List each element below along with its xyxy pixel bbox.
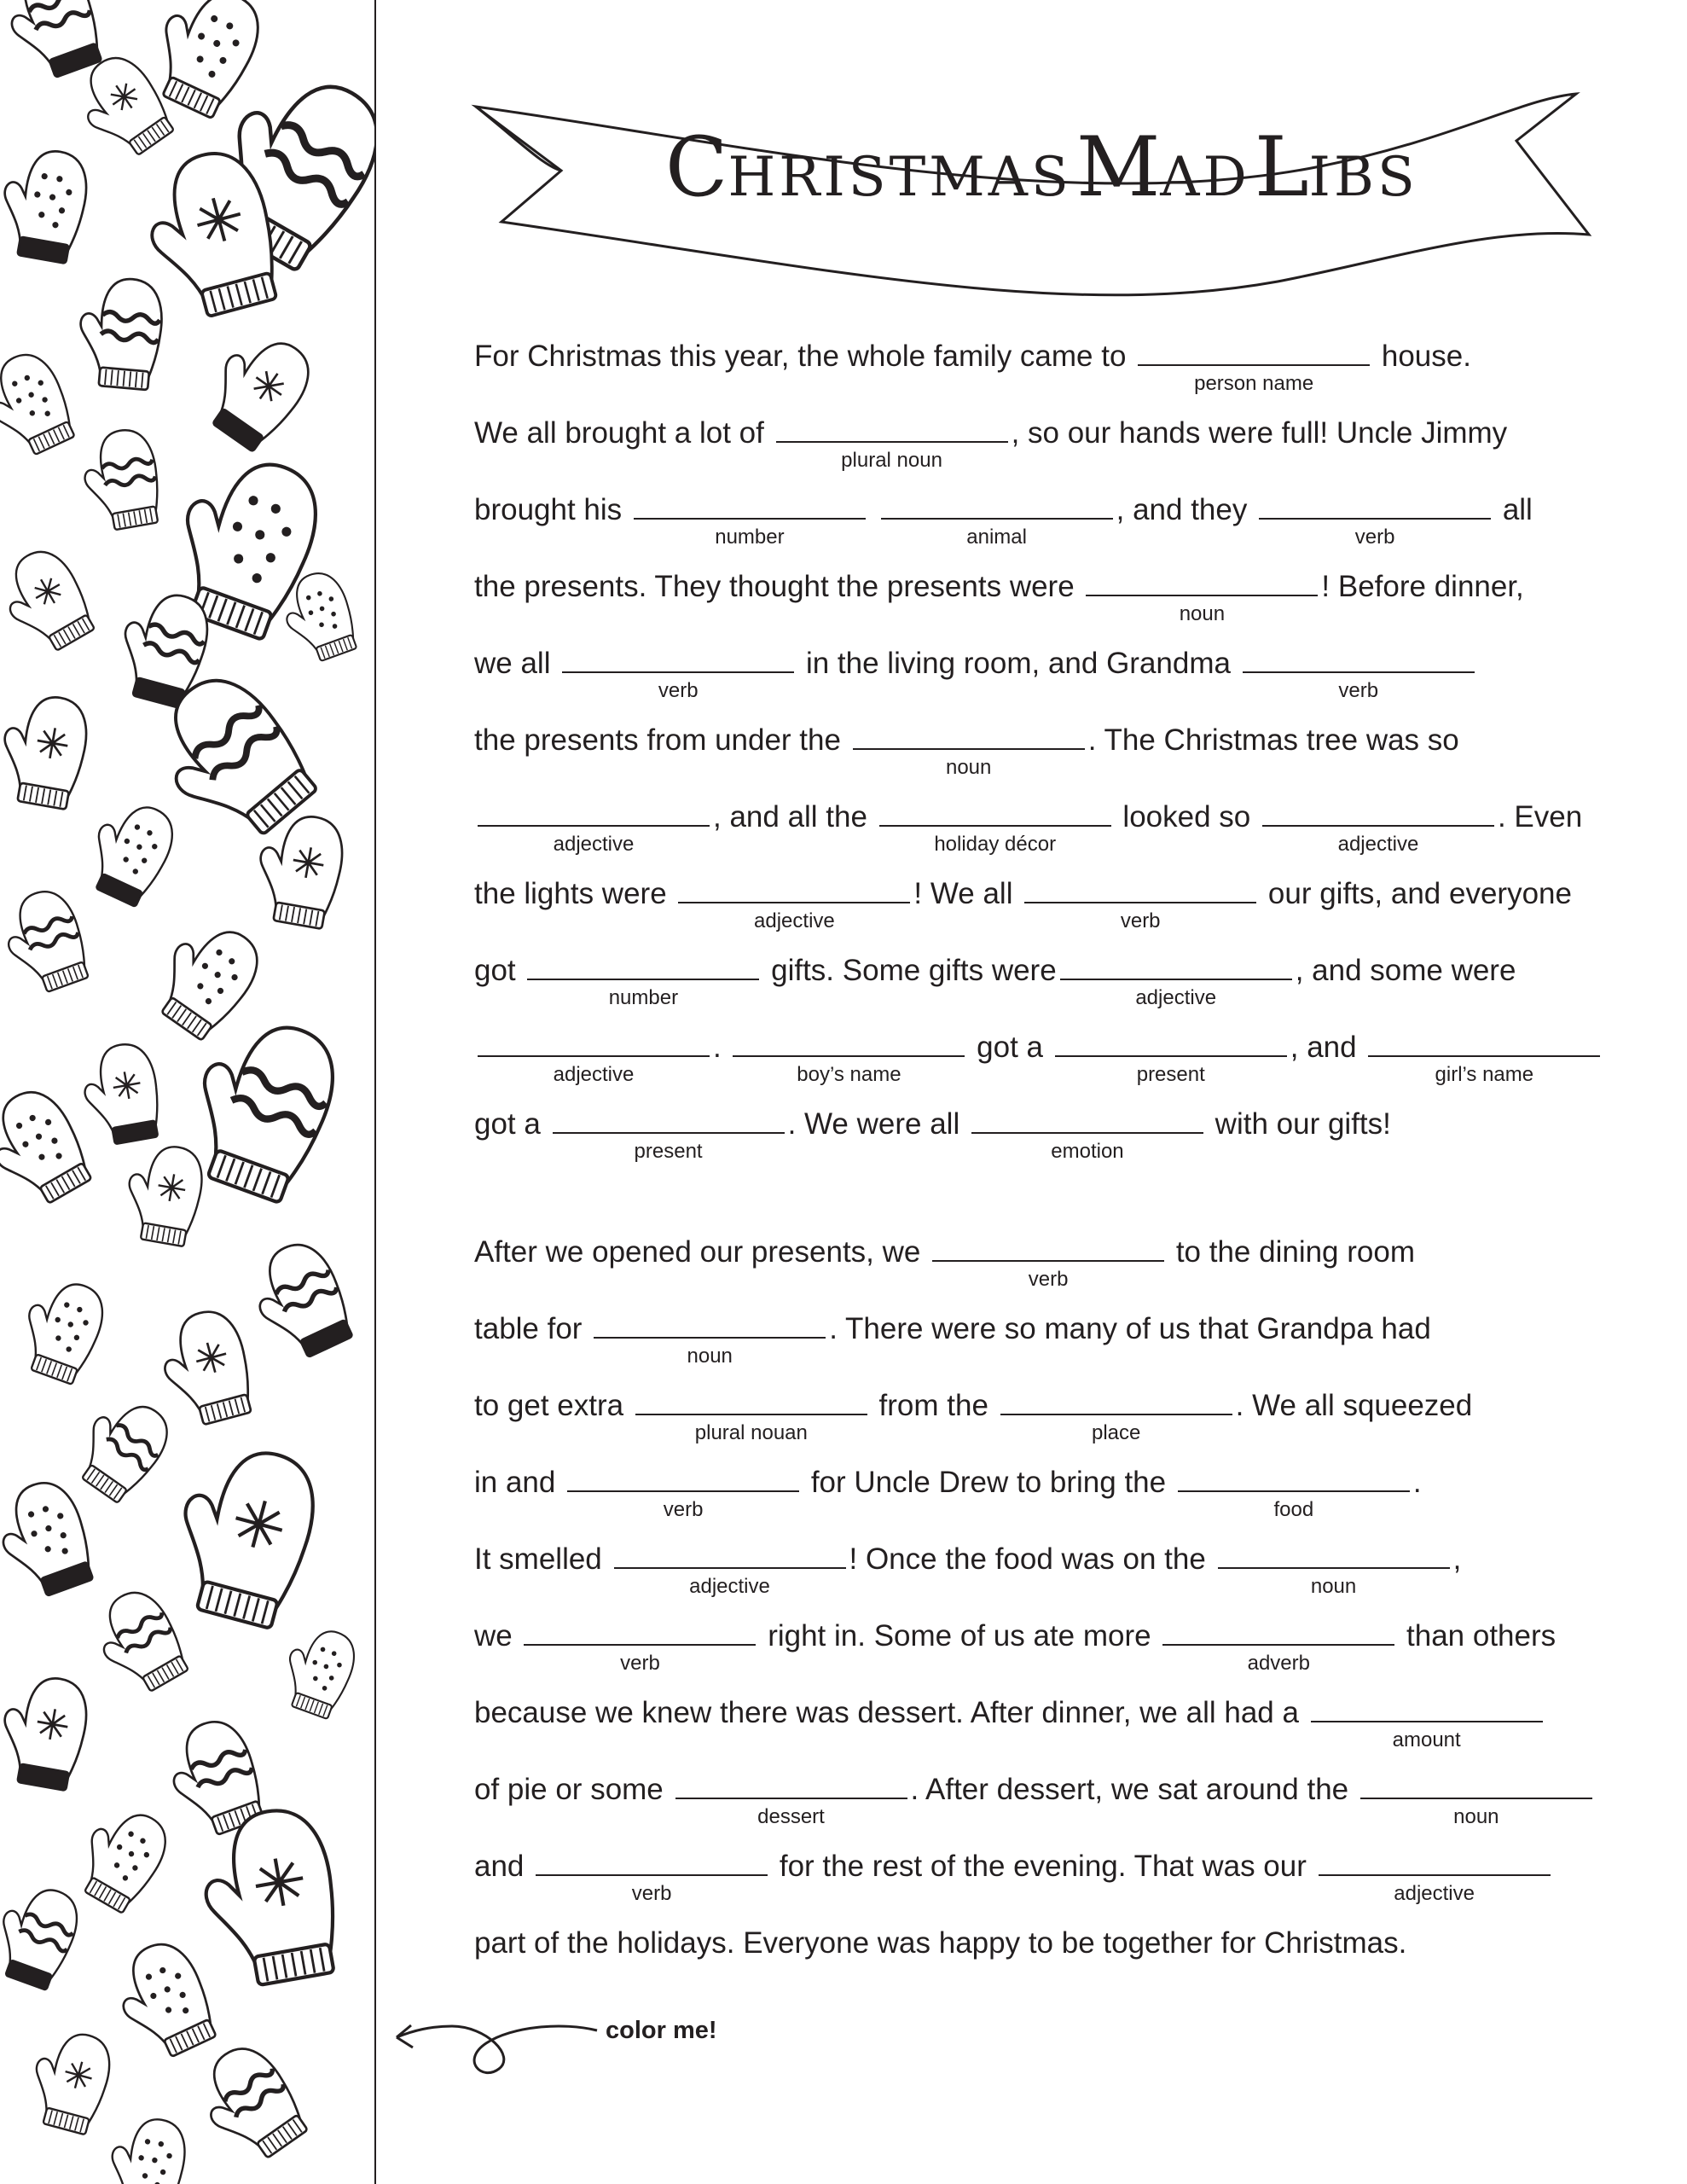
- story-text: .: [713, 1031, 730, 1064]
- blank-hint-label: verb: [1120, 909, 1161, 932]
- mitten-icon: [104, 1934, 223, 2067]
- story-line: [474, 1773, 1596, 1828]
- mitten-icon: [103, 2112, 190, 2184]
- blank-hint-label: noun: [945, 756, 992, 779]
- mitten-icon: [23, 2024, 117, 2136]
- fill-in-blank[interactable]: [1060, 955, 1292, 1009]
- mitten-icon: [84, 1583, 194, 1702]
- story-text: looked so: [1114, 800, 1259, 834]
- story-line: [474, 723, 1459, 779]
- story-text: our gifts, and everyone: [1260, 877, 1572, 910]
- color-me-label: color me!: [606, 2017, 717, 2044]
- blank-hint-label: dessert: [757, 1805, 825, 1828]
- story-line: [474, 1389, 1473, 1444]
- mitten-icon: [75, 275, 165, 391]
- mitten-pattern-illustration: [0, 0, 376, 2184]
- story-line: [474, 877, 1572, 932]
- fill-in-blank[interactable]: [879, 801, 1111, 856]
- blank-hint-label: noun: [687, 1345, 733, 1368]
- story-text: , and: [1290, 1031, 1365, 1064]
- story-line: [474, 570, 1524, 625]
- fill-in-blank[interactable]: [527, 955, 759, 1009]
- story-line: [474, 1466, 1422, 1521]
- fill-in-blank[interactable]: [881, 494, 1113, 549]
- mitten-icon: [0, 1670, 93, 1792]
- mitten-icon: [0, 1080, 99, 1215]
- fill-in-blank[interactable]: [1024, 878, 1256, 932]
- fill-in-blank[interactable]: [634, 494, 866, 549]
- story-text: table for: [474, 1312, 591, 1345]
- story-text: . After dessert, we sat around the: [910, 1773, 1357, 1806]
- story-text: we: [474, 1619, 521, 1653]
- title-initial-l: L: [1254, 119, 1309, 215]
- story-text: brought his: [474, 493, 630, 526]
- story-text: . Even: [1497, 800, 1583, 834]
- fill-in-blank[interactable]: [678, 878, 910, 932]
- mitten-icon: [162, 1436, 327, 1632]
- story-text: got a: [474, 1107, 549, 1141]
- mitten-icon: [11, 1271, 112, 1386]
- story-line: [474, 493, 1533, 549]
- blank-hint-label: verb: [1028, 1268, 1069, 1291]
- story-text: [869, 493, 878, 526]
- fill-in-blank[interactable]: [1138, 340, 1370, 395]
- mitten-icon: [0, 1877, 86, 1992]
- story-text: right in. Some of us ate more: [759, 1619, 1160, 1653]
- story-line: [474, 340, 1471, 395]
- fill-in-blank[interactable]: [971, 1108, 1203, 1163]
- blank-hint-label: amount: [1392, 1728, 1461, 1751]
- story-line: [474, 800, 1583, 856]
- blank-hint-label: noun: [1310, 1575, 1357, 1598]
- blank-hint-label: emotion: [1051, 1140, 1124, 1163]
- blank-hint-label: adjective: [1135, 986, 1217, 1009]
- mitten-icon: [78, 1040, 165, 1147]
- blank-hint-label: present: [1136, 1063, 1205, 1086]
- fill-in-blank[interactable]: [553, 1108, 785, 1163]
- fill-in-blank[interactable]: [594, 1313, 826, 1368]
- blank-hint-label: number: [608, 986, 679, 1009]
- mitten-icon: [275, 1620, 362, 1722]
- fill-in-blank[interactable]: [478, 801, 710, 856]
- story-text: , and all the: [713, 800, 876, 834]
- blank-hint-label: plural noun: [841, 449, 942, 472]
- blank-hint-label: adjective: [689, 1575, 770, 1598]
- blank-hint-label: noun: [1179, 602, 1226, 625]
- story-text: for Uncle Drew to bring the: [803, 1466, 1174, 1499]
- fill-in-blank[interactable]: [1262, 801, 1494, 856]
- blank-hint-label: number: [715, 526, 785, 549]
- story-text: to the dining room: [1168, 1235, 1415, 1269]
- story-text: got: [474, 954, 525, 987]
- story-text: ! Once the food was on the: [849, 1542, 1215, 1576]
- title-word-libs: IBS: [1308, 146, 1418, 209]
- story-text: .: [1412, 1466, 1422, 1499]
- story-line: [474, 1031, 1603, 1086]
- story-text: the presents from under the: [474, 723, 849, 757]
- story-text: gifts. Some gifts were: [762, 954, 1057, 987]
- story-text: house.: [1373, 340, 1471, 373]
- story-text: ! Before dinner,: [1321, 570, 1524, 603]
- story-text: the presents. They thought the presents were: [474, 570, 1083, 603]
- blank-hint-label: present: [634, 1140, 703, 1163]
- fill-in-blank[interactable]: [1218, 1543, 1450, 1598]
- story-text: ! We all: [913, 877, 1022, 910]
- story-text: . There were so many of us that Grandpa had: [829, 1312, 1431, 1345]
- fill-in-blank[interactable]: [536, 1850, 768, 1905]
- story-line: [474, 1235, 1415, 1291]
- blank-hint-label: adjective: [1337, 833, 1419, 856]
- fill-in-blank[interactable]: [1055, 1031, 1287, 1086]
- mitten-icon: [0, 689, 93, 810]
- story-text: , and some were: [1295, 954, 1516, 987]
- blank-hint-label: adverb: [1247, 1652, 1310, 1675]
- fill-in-blank[interactable]: [614, 1543, 846, 1598]
- blank-hint-label: adjective: [1394, 1882, 1475, 1905]
- story-line: [474, 647, 1478, 702]
- story-line: [474, 1696, 1546, 1751]
- story-line: [474, 1926, 1406, 1960]
- mitten-icon: [241, 1234, 360, 1368]
- blank-hint-label: holiday décor: [934, 833, 1057, 856]
- story-text: It smelled: [474, 1542, 611, 1576]
- fill-in-blank[interactable]: [635, 1390, 867, 1444]
- story-text: from the: [870, 1389, 997, 1422]
- fill-in-blank[interactable]: [478, 1031, 710, 1086]
- story-text: with our gifts!: [1206, 1107, 1391, 1141]
- story-text: all: [1494, 493, 1533, 526]
- strip-divider-line: [374, 0, 376, 2184]
- mitten-icon: [194, 321, 322, 456]
- fill-in-blank[interactable]: [1178, 1467, 1410, 1521]
- mitten-icon: [77, 792, 183, 909]
- story-text: to get extra: [474, 1389, 632, 1422]
- story-text: ,: [1452, 1542, 1462, 1576]
- story-text: , so our hands were full! Uncle Jimmy: [1011, 416, 1508, 450]
- fill-in-blank[interactable]: [675, 1774, 907, 1828]
- fill-in-blank[interactable]: [1311, 1697, 1543, 1751]
- blank-hint-label: verb: [620, 1652, 660, 1675]
- fill-in-blank[interactable]: [733, 1031, 965, 1086]
- story-text: the lights were: [474, 877, 675, 910]
- story-text: in the living room, and Grandma: [797, 647, 1239, 680]
- story-text: . We all squeezed: [1235, 1389, 1473, 1422]
- blank-hint-label: boy’s name: [797, 1063, 901, 1086]
- story-text: got a: [968, 1031, 1052, 1064]
- page-title: [665, 119, 1433, 215]
- mitten-icon: [142, 909, 271, 1045]
- arrow-icon: [384, 1988, 606, 2082]
- mitten-icon: [0, 346, 81, 463]
- blank-hint-label: girl’s name: [1435, 1063, 1534, 1086]
- story-text: of pie or some: [474, 1773, 672, 1806]
- title-initial-m: M: [1075, 119, 1161, 215]
- fill-in-blank[interactable]: [1259, 494, 1491, 549]
- blank-hint-label: verb: [631, 1882, 672, 1905]
- blank-hint-label: verb: [663, 1498, 704, 1521]
- fill-in-blank[interactable]: [1319, 1850, 1551, 1905]
- mitten-icon: [0, 143, 93, 264]
- story-line: [474, 1107, 1391, 1163]
- mitten-icon: [0, 1474, 101, 1604]
- story-text: for the rest of the evening. That was our: [771, 1850, 1315, 1883]
- blank-hint-label: adjective: [553, 1063, 635, 1086]
- story-line: [474, 954, 1516, 1009]
- blank-hint-label: person name: [1194, 372, 1314, 395]
- fill-in-blank[interactable]: [1086, 571, 1318, 625]
- blank-hint-label: verb: [658, 679, 699, 702]
- blank-hint-label: adjective: [553, 833, 635, 856]
- blank-hint-label: verb: [1338, 679, 1379, 702]
- mitten-icon: [153, 1304, 258, 1431]
- mitten-icon: [0, 542, 101, 661]
- story-line: [474, 1542, 1462, 1598]
- fill-in-blank[interactable]: [932, 1236, 1164, 1291]
- fill-in-blank[interactable]: [776, 417, 1008, 472]
- story-text: After we opened our presents, we: [474, 1235, 930, 1269]
- story-text: part of the holidays. Everyone was happy to be together for Christmas.: [474, 1926, 1407, 1960]
- fill-in-blank[interactable]: [562, 648, 794, 702]
- mitten-icon: [67, 1798, 177, 1917]
- story-line: [474, 416, 1508, 472]
- story-text: in and: [474, 1466, 565, 1499]
- story-line: [474, 1850, 1554, 1905]
- title-word-christmas: HRISTMAS: [728, 146, 1072, 209]
- mitten-icon: [78, 426, 165, 533]
- story-text: we all: [474, 647, 559, 680]
- story-line: [474, 1312, 1431, 1368]
- story-text: because we knew there was dessert. After dinner, we all had a: [474, 1696, 1307, 1729]
- story-text: For Christmas this year, the whole family came to: [474, 340, 1135, 373]
- story-text: than others: [1398, 1619, 1557, 1653]
- fill-in-blank[interactable]: [1360, 1774, 1592, 1828]
- story-text: , and they: [1116, 493, 1256, 526]
- blank-hint-label: food: [1273, 1498, 1314, 1521]
- fill-in-blank[interactable]: [1162, 1620, 1394, 1675]
- story-text: We all brought a lot of: [474, 416, 773, 450]
- blank-hint-label: noun: [1453, 1805, 1499, 1828]
- story-text: and: [474, 1850, 533, 1883]
- fill-in-blank[interactable]: [1243, 648, 1475, 702]
- fill-in-blank[interactable]: [1000, 1390, 1232, 1444]
- mitten-icon: [65, 1386, 179, 1507]
- fill-in-blank[interactable]: [567, 1467, 799, 1521]
- fill-in-blank[interactable]: [853, 724, 1085, 779]
- blank-hint-label: plural nouan: [694, 1421, 808, 1444]
- mitten-icon: [186, 2036, 315, 2171]
- mitten-pattern-strip: [0, 0, 376, 2184]
- title-initial-c: C: [665, 119, 728, 215]
- blank-hint-label: verb: [1354, 526, 1395, 549]
- blank-hint-label: animal: [966, 526, 1027, 549]
- title-word-mad: AD: [1160, 146, 1250, 209]
- story-text: . We were all: [787, 1107, 968, 1141]
- fill-in-blank[interactable]: [524, 1620, 756, 1675]
- blank-hint-label: place: [1091, 1421, 1141, 1444]
- fill-in-blank[interactable]: [1368, 1031, 1600, 1086]
- story-text: . The Christmas tree was so: [1087, 723, 1459, 757]
- mitten-icon: [120, 1140, 207, 1247]
- blank-hint-label: adjective: [754, 909, 835, 932]
- story-line: [474, 1619, 1557, 1675]
- mitten-icon: [0, 884, 96, 999]
